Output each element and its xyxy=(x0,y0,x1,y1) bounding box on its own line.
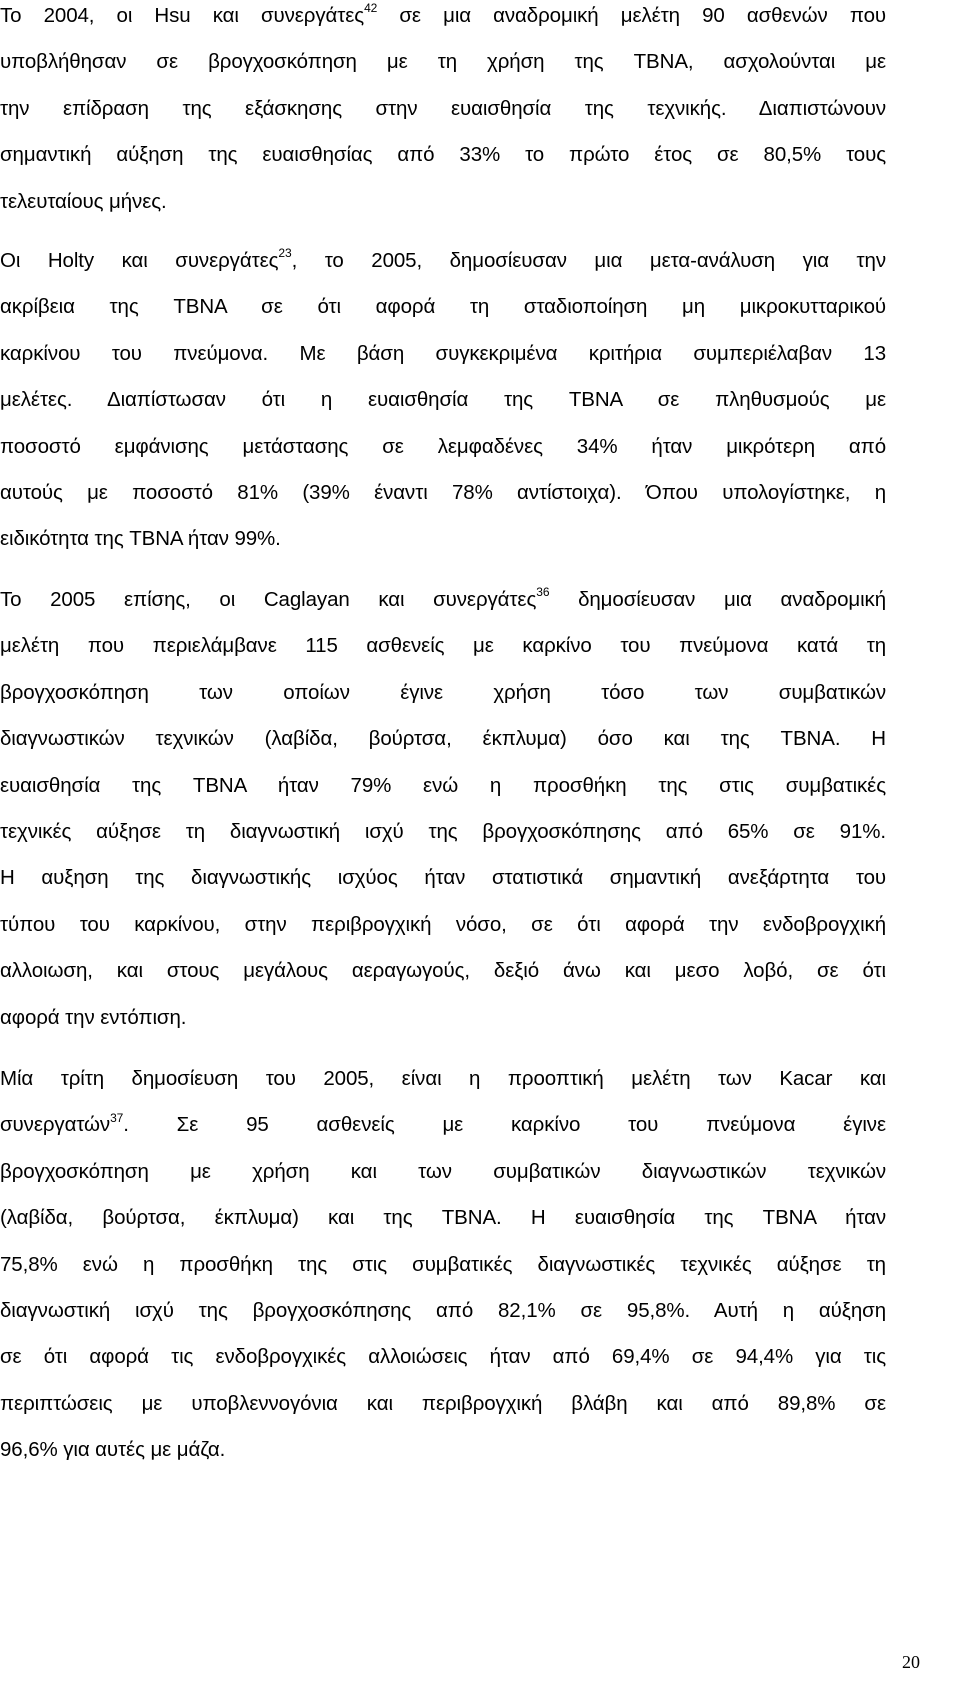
text-line: ποσοστό εμφάνισης μετάστασης σε λεμφαδένες 34% ήταν μικρότερη από xyxy=(0,434,886,458)
text-line: την επίδραση της εξάσκησης στην ευαισθησία της τεχνικής. Διαπιστώνουν xyxy=(0,96,886,120)
page-number: 20 xyxy=(902,1652,920,1672)
text-line: 75,8% ενώ η προσθήκη της στις συμβατικές διαγνωστικές τεχνικές αύξησε τη xyxy=(0,1252,886,1276)
text-line: αφορά την εντόπιση. xyxy=(0,1005,187,1029)
line-text: συνεργατών xyxy=(0,1113,111,1137)
text-line: αλλοιωση, και στους μεγάλους αεραγωγούς, δεξιό άνω και μεσο λοβό, σε ότι xyxy=(0,959,886,983)
text-line: καρκίνου του πνεύμονα. Με βάση συγκεκριμένα κριτήρια συμπεριέλαβαν 13 xyxy=(0,341,886,365)
line-text: δημοσίευσαν μια αναδρομική xyxy=(549,587,886,611)
text-line: Μία τρίτη δημοσίευση του 2005, είναι η προοπτική μελέτη των Kacar και xyxy=(0,1066,886,1090)
text-line: ευαισθησία της TBNA ήταν 79% ενώ η προσθήκη της στις συμβατικές xyxy=(0,773,886,797)
paragraph-kacar-2005 xyxy=(0,1056,886,1474)
text-line: 96,6% για αυτές με μάζα. xyxy=(0,1438,226,1462)
text-line: τύπου του καρκίνου, στην περιβρογχική νόσο, σε ότι αφορά την ενδοβρογχική xyxy=(0,912,886,936)
text-line: βρογχοσκόπηση με χρήση και των συμβατικών διαγνωστικών τεχνικών xyxy=(0,1159,886,1183)
paragraph-caglayan-2005 xyxy=(0,577,886,1041)
text-line: μελέτη που περιελάμβανε 115 ασθενείς με καρκίνο του πνεύμονα κατά τη xyxy=(0,634,886,658)
text-line: τελευταίους μήνες. xyxy=(0,189,167,213)
text-line: διαγνωστικών τεχνικών (λαβίδα, βούρτσα, έκπλυμα) όσο και της TBNA. Η xyxy=(0,727,886,751)
line-text: , το 2005, δημοσίευσαν μια μετα-ανάλυση για την xyxy=(291,249,887,273)
line-text: . Σε 95 ασθενείς με καρκίνο του πνεύμονα έγινε xyxy=(123,1113,886,1137)
text-line: ειδικότητα της TBNA ήταν 99%. xyxy=(0,527,281,551)
citation-superscript: 37 xyxy=(110,1110,124,1125)
text-line: (λαβίδα, βούρτσα, έκπλυμα) και της TBNA. Η ευαισθησία της TBNA ήταν xyxy=(0,1206,886,1230)
text-line: τεχνικές αύξησε τη διαγνωστική ισχύ της βρογχοσκόπησης από 65% σε 91%. xyxy=(0,819,886,843)
text-line: υποβλήθησαν σε βρογχοσκόπηση με τη χρήση της TBNA, ασχολούνται με xyxy=(0,50,886,74)
text-line: σε ότι αφορά τις ενδοβρογχικές αλλοιώσεις ήταν από 69,4% σε 94,4% για τις xyxy=(0,1345,886,1369)
citation-superscript: 36 xyxy=(536,585,550,600)
text-line xyxy=(0,0,886,39)
text-line: περιπτώσεις με υποβλεννογόνια και περιβρογχική βλάβη και από 89,8% σε xyxy=(0,1391,886,1415)
line-text: σε μια αναδρομική μελέτη 90 ασθενών που xyxy=(377,4,886,27)
text-line: Η αυξηση της διαγνωστικής ισχύος ήταν στατιστικά σημαντική ανεξάρτητα του xyxy=(0,866,886,890)
text-line: αυτούς με ποσοστό 81% (39% έναντι 78% αντίστοιχα). Όπου υπολογίστηκε, η xyxy=(0,481,886,505)
text-line: σημαντική αύξηση της ευαισθησίας από 33% το πρώτο έτος σε 80,5% τους xyxy=(0,143,886,167)
text-line xyxy=(0,1102,886,1148)
citation-superscript: 23 xyxy=(278,246,292,261)
text-line: βρογχοσκόπηση των οποίων έγινε χρήση τόσο των συμβατικών xyxy=(0,680,886,704)
line-text: Το 2005 επίσης, οι Caglayan και συνεργάτες xyxy=(0,587,537,611)
text-line xyxy=(0,577,886,623)
paragraph-holty-2005 xyxy=(0,238,886,563)
line-text: Το 2004, οι Hsu και συνεργάτες xyxy=(0,4,365,27)
paragraph-hsu-2004 xyxy=(0,0,886,225)
citation-superscript: 42 xyxy=(364,1,378,16)
line-text: Οι Holty και συνεργάτες xyxy=(0,249,279,273)
text-line: ακρίβεια της TBNA σε ότι αφορά τη σταδιοποίηση μη μικροκυτταρικού xyxy=(0,295,886,319)
text-line: διαγνωστική ισχύ της βρογχοσκόπησης από 82,1% σε 95,8%. Αυτή η αύξηση xyxy=(0,1298,886,1322)
text-line: μελέτες. Διαπίστωσαν ότι η ευαισθησία της TBNA σε πληθυσμούς με xyxy=(0,388,886,412)
text-line xyxy=(0,238,886,284)
